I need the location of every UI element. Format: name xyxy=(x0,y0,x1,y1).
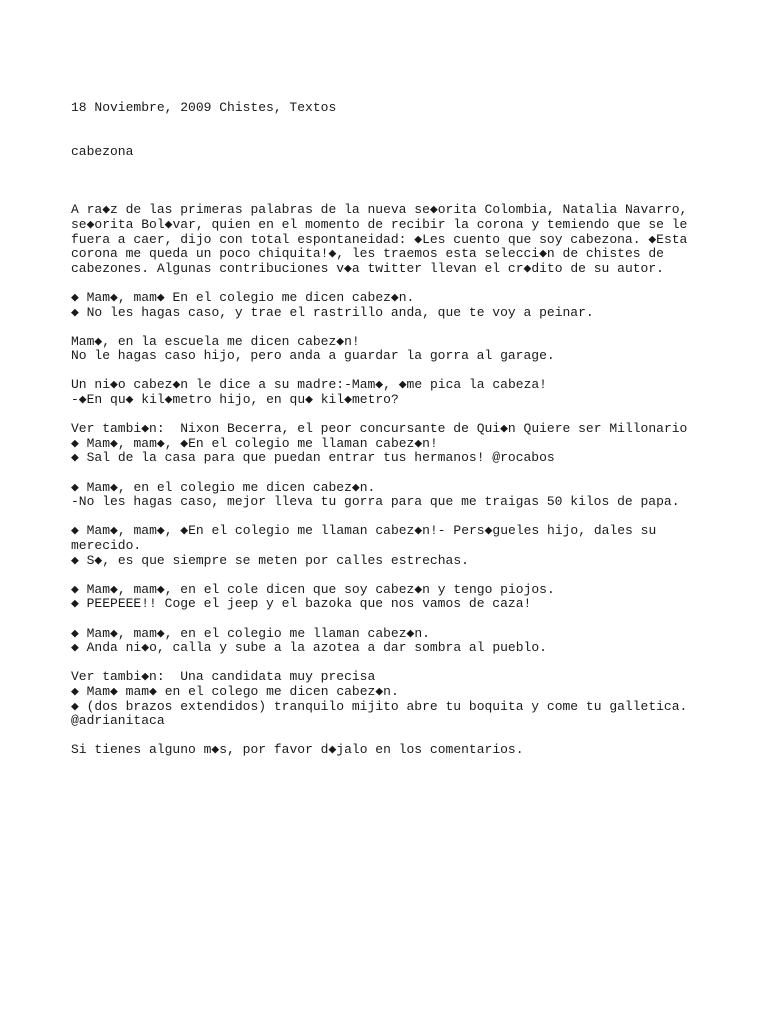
text-line: ◆ Anda ni◆o, calla y sube a la azotea a dar sombra al pueblo. xyxy=(71,640,547,656)
text-line: ◆ Mam◆, en el colegio me dicen cabez◆n. xyxy=(71,479,376,495)
text-line: ◆ Mam◆, mam◆, en el colegio me llaman cabez◆n. xyxy=(71,625,430,641)
text-line: ◆ Mam◆, mam◆, ◆En el colegio me llaman cabez◆n!- Pers◆gueles hijo, dales su xyxy=(71,523,657,539)
text-line: corona me queda un poco chiquita!◆, les traemos esta selecci◆n de chistes de xyxy=(71,246,664,262)
text-line: ◆ Sal de la casa para que puedan entrar tus hermanos! @rocabos xyxy=(71,450,555,466)
date-category-line: 18 Noviembre, 2009 Chistes, Textos xyxy=(71,100,337,116)
text-line: ◆ Mam◆ mam◆ en el colego me dicen cabez◆n. xyxy=(71,683,399,699)
text-line: merecido. xyxy=(71,538,142,553)
text-line: A ra◆z de las primeras palabras de la nueva se◆orita Colombia, Natalia Navarro, xyxy=(71,202,688,218)
header-block xyxy=(71,72,731,189)
paragraph xyxy=(71,670,731,728)
post-title: cabezona xyxy=(71,143,134,159)
paragraph xyxy=(71,335,731,364)
text-line: No le hagas caso hijo, pero anda a guardar la gorra al garage. xyxy=(71,348,555,364)
text-line: Mam◆, en la escuela me dicen cabez◆n! xyxy=(71,333,360,349)
text-line: ◆ Mam◆, mam◆ En el colegio me dicen cabez◆n. xyxy=(71,289,415,305)
text-line: cabezones. Algunas contribuciones v◆a twitter llevan el cr◆dito de su autor. xyxy=(71,260,664,276)
text-line: Ver tambi◆n: Una candidata muy precisa xyxy=(71,669,376,685)
text-line: -No les hagas caso, mejor lleva tu gorra para que me traigas 50 kilos de papa. xyxy=(71,494,680,510)
text-line: -◆En qu◆ kil◆metro hijo, en qu◆ kil◆metro? xyxy=(71,392,399,408)
text-line: ◆ Mam◆, mam◆, en el cole dicen que soy cabez◆n y tengo piojos. xyxy=(71,581,555,597)
paragraph xyxy=(71,422,731,466)
document-body xyxy=(71,72,731,773)
text-line: Si tienes alguno m◆s, por favor d◆jalo en los comentarios. xyxy=(71,742,524,758)
paragraph xyxy=(71,481,731,510)
text-line: @adrianitaca xyxy=(71,713,165,729)
text-line: ◆ PEEPEEE!! Coge el jeep y el bazoka que nos vamos de caza! xyxy=(71,596,532,612)
text-line: Un ni◆o cabez◆n le dice a su madre:-Mam◆, ◆me pica la cabeza! xyxy=(71,377,547,393)
text-line: fuera a caer, dijo con total espontaneidad: ◆Les cuento que soy cabezona. ◆Esta xyxy=(71,231,688,247)
joke-paragraphs xyxy=(71,203,731,758)
paragraph xyxy=(71,291,731,320)
paragraph xyxy=(71,627,731,656)
paragraph xyxy=(71,524,731,568)
text-line: ◆ (dos brazos extendidos) tranquilo mijito abre tu boquita y come tu galletica. xyxy=(71,698,688,714)
text-line: se◆orita Bol◆var, quien en el momento de recibir la corona y temiendo que se le xyxy=(71,216,688,232)
paragraph xyxy=(71,203,731,276)
text-line: ◆ S◆, es que siempre se meten por calles estrechas. xyxy=(71,552,469,568)
paragraph xyxy=(71,378,731,407)
text-line: Ver tambi◆n: Nixon Becerra, el peor concursante de Qui◆n Quiere ser Millonario xyxy=(71,421,688,437)
paragraph xyxy=(71,743,731,758)
paragraph xyxy=(71,583,731,612)
text-line: ◆ Mam◆, mam◆, ◆En el colegio me llaman cabez◆n! xyxy=(71,435,438,451)
text-line: ◆ No les hagas caso, y trae el rastrillo anda, que te voy a peinar. xyxy=(71,304,594,320)
